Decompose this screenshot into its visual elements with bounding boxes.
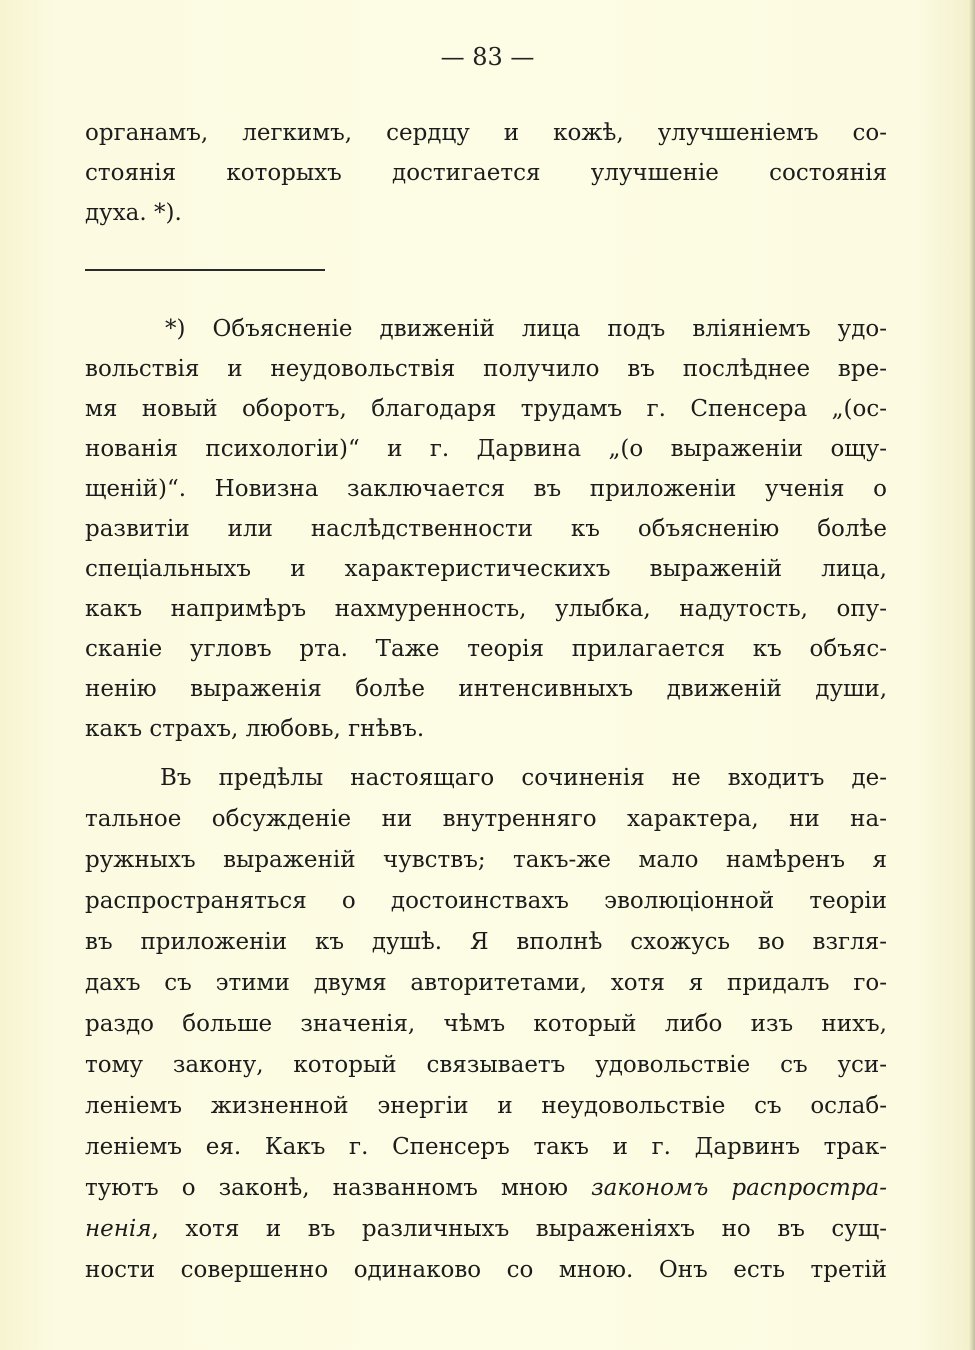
text-line: дахъ съ этими двумя авторитетами, хотя я придалъ го- [85, 970, 887, 996]
text-line: тальное обсужденіе ни внутренняго характера, ни на- [85, 806, 887, 832]
footnote-line: какъ страхъ, любовь, гнѣвъ. [85, 716, 425, 742]
text-line [85, 1209, 887, 1250]
footnote-line: *) Объясненіе движеній лица подъ вліяніемъ удо- [165, 316, 887, 342]
page-number: — 83 — [440, 43, 535, 71]
text-line: въ приложеніи къ душѣ. Я вполнѣ схожусь во взгля- [85, 929, 887, 955]
intro-paragraph [85, 113, 887, 233]
text-line: Въ предѣлы настоящаго сочиненія не входитъ де- [160, 765, 887, 791]
text-segment: туютъ о законѣ, названномъ мною [85, 1175, 592, 1201]
text-line: распространяться о достоинствахъ эволюціонной теоріи [85, 888, 887, 914]
page-edge-shadow [969, 0, 975, 1350]
footnote-line: щеній)“. Новизна заключается въ приложеніи ученія о [85, 476, 887, 502]
emphasized-term: закономъ распростра- [591, 1175, 887, 1201]
footnote-line: ненію выраженія болѣе интенсивныхъ движеній души, [85, 676, 887, 702]
text-line: леніемъ ея. Какъ г. Спенсеръ такъ и г. Дарвинъ трак- [85, 1134, 887, 1160]
emphasized-term: ненія [85, 1216, 152, 1242]
footnote-separator-rule [85, 269, 325, 271]
text-line: духа. *). [85, 200, 182, 226]
text-line: органамъ, легкимъ, сердцу и кожѣ, улучшеніемъ со- [85, 120, 887, 146]
footnote-line: какъ напримѣръ нахмуренность, улыбка, надутость, опу- [85, 596, 887, 622]
footnote-line: вольствія и неудовольствія получило въ послѣднее вре- [85, 356, 887, 382]
footnote-line: сканіе угловъ рта. Таже теорія прилагается къ объяс- [85, 636, 887, 662]
text-line: тому закону, который связываетъ удовольствіе съ уси- [85, 1052, 887, 1078]
footnote-line: мя новый оборотъ, благодаря трудамъ г. Спенсера „(ос- [85, 396, 887, 422]
footnote [85, 309, 887, 749]
footnote-line: нованія психологіи)“ и г. Дарвина „(о выраженіи ощу- [85, 436, 887, 462]
main-paragraph [85, 758, 887, 1291]
text-line: ности совершенно одинаково со мною. Онъ есть третій [85, 1257, 887, 1283]
text-line: раздо больше значенія, чѣмъ который либо изъ нихъ, [85, 1011, 887, 1037]
text-line [85, 1168, 887, 1209]
footnote-line: спеціальныхъ и характеристическихъ выраженій лица, [85, 556, 887, 582]
text-segment: , хотя и въ различныхъ выраженіяхъ но въ сущ- [151, 1216, 887, 1242]
text-line: ружныхъ выраженій чувствъ; такъ-же мало намѣренъ я [85, 847, 887, 873]
footnote-line: развитіи или наслѣдственности къ объясненію болѣе [85, 516, 887, 542]
text-line: леніемъ жизненной энергіи и неудовольствіе съ ослаб- [85, 1093, 887, 1119]
text-line: стоянія которыхъ достигается улучшеніе состоянія [85, 160, 887, 186]
